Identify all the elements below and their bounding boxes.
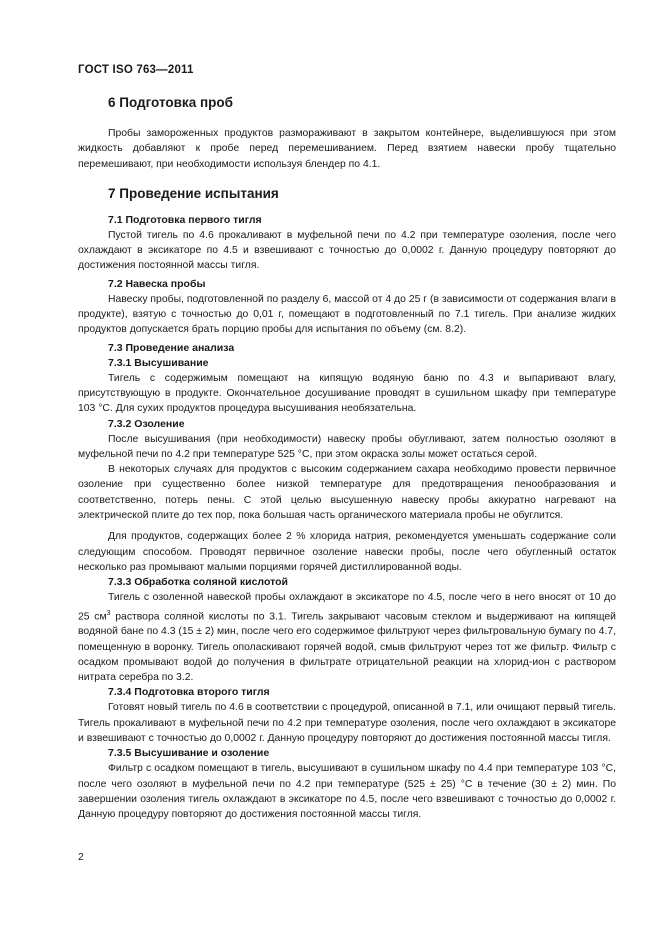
section-7-title: 7 Проведение испытания bbox=[108, 185, 279, 201]
section-7-2-title: 7.2 Навеска пробы bbox=[108, 277, 206, 290]
section-7-1-title: 7.1 Подготовка первого тигля bbox=[108, 213, 262, 226]
section-7-3-1-paragraph: Тигель с содержимым помещают на кипящую водяную баню по 4.3 и выпаривают влагу, присутствующую в продукте. Окончательное досушивание проводят в сушильном шкафу при температуре 103 °С. Для сухих продуктов процедура высушивания необязательна. bbox=[78, 372, 616, 415]
section-7-3-1-title: 7.3.1 Высушивание bbox=[108, 356, 209, 369]
standard-header: ГОСТ ISO 763—2011 bbox=[78, 64, 194, 76]
page-number: 2 bbox=[78, 851, 84, 863]
section-7-3-3-paragraph bbox=[78, 590, 616, 685]
section-7-3-4-paragraph: Готовят новый тигель по 4.6 в соответствии с процедурой, описанной в 7.1, или очищают первый тигель. Тигель прокаливают в муфельной печи по 4.2 при температуре озоления, после чего охлаждают в эксикаторе и взвешивают с точностью до 0,0002 г. Данную процедуру повторяют до достижения постоянной массы тигля. bbox=[78, 702, 616, 745]
section-7-2-paragraph: Навеску пробы, подготовленной по разделу 6, массой от 4 до 25 г (в зависимости от содержания влаги в продукте), взятую с точностью до 0,01 г, помещают в подготовленный по 7.1 тигель. При анализе жидких продуктов допускается брать порцию пробы для испытания по объему (см. 8.2). bbox=[78, 293, 616, 336]
section-7-3-5-paragraph: Фильтр с осадком помещают в тигель, высушивают в сушильном шкафу по 4.4 при температуре 103 °С, после чего озоляют в муфельной печи по 4.2 при температуре (525 ± 25) °С в течение (30 ± 2) мин. По завершении озоления тигель охлаждают в эксикаторе по 4.5, после чего взвешивают с точностью до 0,0002 г. Данную процедуру повторяют до достижения постоянной массы тигля. bbox=[78, 763, 616, 821]
section-7-3-title: 7.3 Проведение анализа bbox=[108, 341, 235, 354]
section-7-1-paragraph: Пустой тигель по 4.6 прокаливают в муфельной печи по 4.2 при температуре озоления, после чего охлаждают в эксикаторе по 4.5 и взвешивают с точностью до 0,0002 г. Данную процедуру повторяют до достижения постоянной массы тигля. bbox=[78, 229, 616, 272]
section-7-3-2-paragraph-3: Для продуктов, содержащих более 2 % хлорида натрия, рекомендуется уменьшать содержание соли следующим способом. Проводят первичное озоление навески пробы, после чего обугленный остаток несколько раз промывают малыми порциями горячей дистиллированной воды. bbox=[78, 531, 616, 573]
section-7-3-2-title: 7.3.2 Озоление bbox=[108, 417, 185, 430]
section-7-3-3-text-a: Тигель с озоленной навеской пробы охлаждают в эксикаторе по 4.5, после чего в него вносят от 10 до 25 см bbox=[78, 592, 616, 622]
section-6-title: 6 Подготовка проб bbox=[108, 95, 233, 110]
section-7-3-5-title: 7.3.5 Высушивание и озоление bbox=[108, 747, 270, 760]
section-7-3-3-title: 7.3.3 Обработка соляной кислотой bbox=[108, 576, 288, 589]
section-7-3-3-text-b: раствора соляной кислоты по 3.1. Тигель закрывают часовым стеклом и выдерживают на кипящей водяной бане по 4.3 (15 ± 2) мин, после чего его содержимое фильтруют через фильтровальную бумагу по 4.7, помещенную в воронку. Тигель ополаскивают горячей водой, смыв фильтруют через тот же фильтр. Фильтр с осадком промывают водой до получения в фильтрате отрицательной реакции на хлорид-ион с раствором нитрата серебра по 3.2. bbox=[78, 611, 616, 684]
section-7-3-2-paragraph-2: В некоторых случаях для продуктов с высоким содержанием сахара необходимо провести первичное озоление при существенно более низкой температуре для предотвращения пенообразования и соответственно, потерь пены. С этой целью высушенную навеску пробы аккуратно нагревают на электрической плите до тех пор, пока большая часть органического материала пробы не обуглится. bbox=[78, 464, 616, 522]
page-content bbox=[78, 88, 616, 823]
section-7-3-4-title: 7.3.4 Подготовка второго тигля bbox=[108, 686, 270, 699]
section-7-3-2-paragraph-1: После высушивания (при необходимости) навеску пробы обугливают, затем полностью озоляют в муфельной печи по 4.2 при температуре 525 °С, при этом окраска золы может остаться серой. bbox=[78, 433, 616, 460]
cubic-superscript: 3 bbox=[106, 609, 111, 617]
section-6-paragraph: Пробы замороженных продуктов размораживают в закрытом контейнере, выделившуюся при этом жидкость добавляют к пробе перед перемешиванием. Перед взятием навески пробу тщательно перемешивают, при необходимости используя блендер по 4.1. bbox=[78, 128, 616, 170]
